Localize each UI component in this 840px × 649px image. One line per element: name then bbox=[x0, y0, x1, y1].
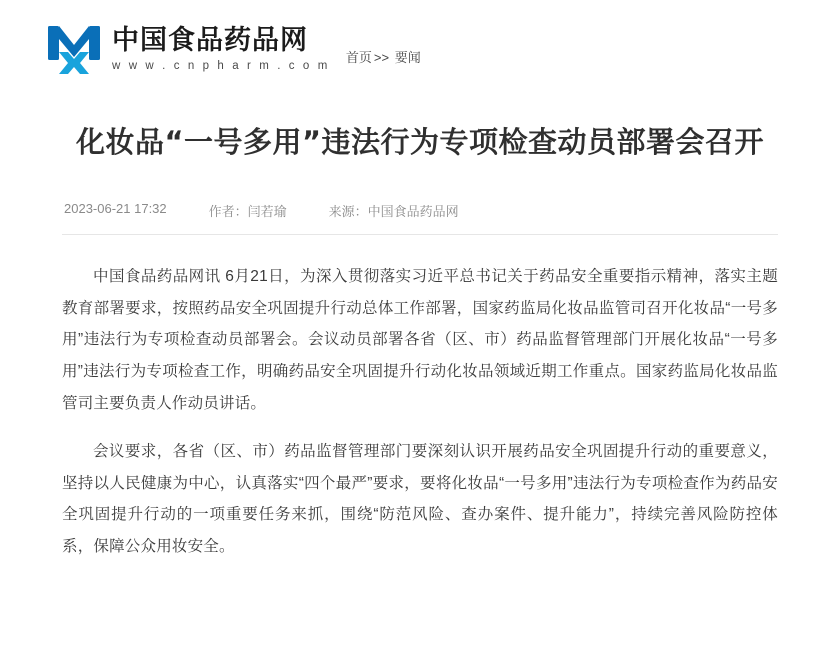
publish-datetime: 2023-06-21 17:32 bbox=[64, 200, 167, 216]
article-author: 作者：闫若瑜 bbox=[208, 203, 287, 219]
logo-url: w w w . c n p h a r m . c o m bbox=[112, 60, 330, 73]
logo-title: 中国食品药品网 bbox=[112, 25, 308, 57]
site-logo[interactable] bbox=[46, 22, 330, 78]
article-paragraph: 会议要求，各省（区、市）药品监督管理部门要深刻认识开展药品安全巩固提升行动的重要意义，坚持以人民健康为中心，认真落实“四个最严”要求，要将化妆品“一号多用”违法行为专项检查作为药品安全巩固提升行动的一项重要任务来抓，围绕“防范风险、查办案件、提升能力”，持续完善风险防控体系，保障公众用妆安全。 bbox=[62, 442, 778, 556]
cnpharm-logo-icon bbox=[46, 22, 102, 78]
article-paragraph: 中国食品药品网讯 6月21日，为深入贯彻落实习近平总书记关于药品安全重要指示精神，落实主题教育部署要求，按照药品安全巩固提升行动总体工作部署，国家药监局化妆品监管司召开化妆品“一号多用”违法行为专项检查动员部署会。会议动员部署各省（区、市）药品监督管理部门开展化妆品“一号多用”违法行为专项检查工作，明确药品安全巩固提升行动化妆品领域近期工作重点。国家药监局化妆品监管司主要负责人作动员讲话。 bbox=[62, 267, 778, 412]
breadcrumb-current[interactable]: 要闻 bbox=[394, 50, 421, 65]
logo-text-block bbox=[112, 27, 330, 73]
article-body bbox=[62, 261, 778, 563]
breadcrumb-home[interactable]: 首页 bbox=[345, 50, 372, 65]
breadcrumb-separator: >> bbox=[373, 50, 390, 65]
article-meta bbox=[62, 201, 778, 235]
site-header bbox=[0, 0, 840, 92]
page-title: 化妆品“一号多用”违法行为专项检查动员部署会召开 bbox=[75, 125, 765, 159]
article bbox=[0, 120, 840, 563]
article-source: 来源：中国食品药品网 bbox=[328, 203, 459, 219]
breadcrumb bbox=[346, 47, 421, 82]
